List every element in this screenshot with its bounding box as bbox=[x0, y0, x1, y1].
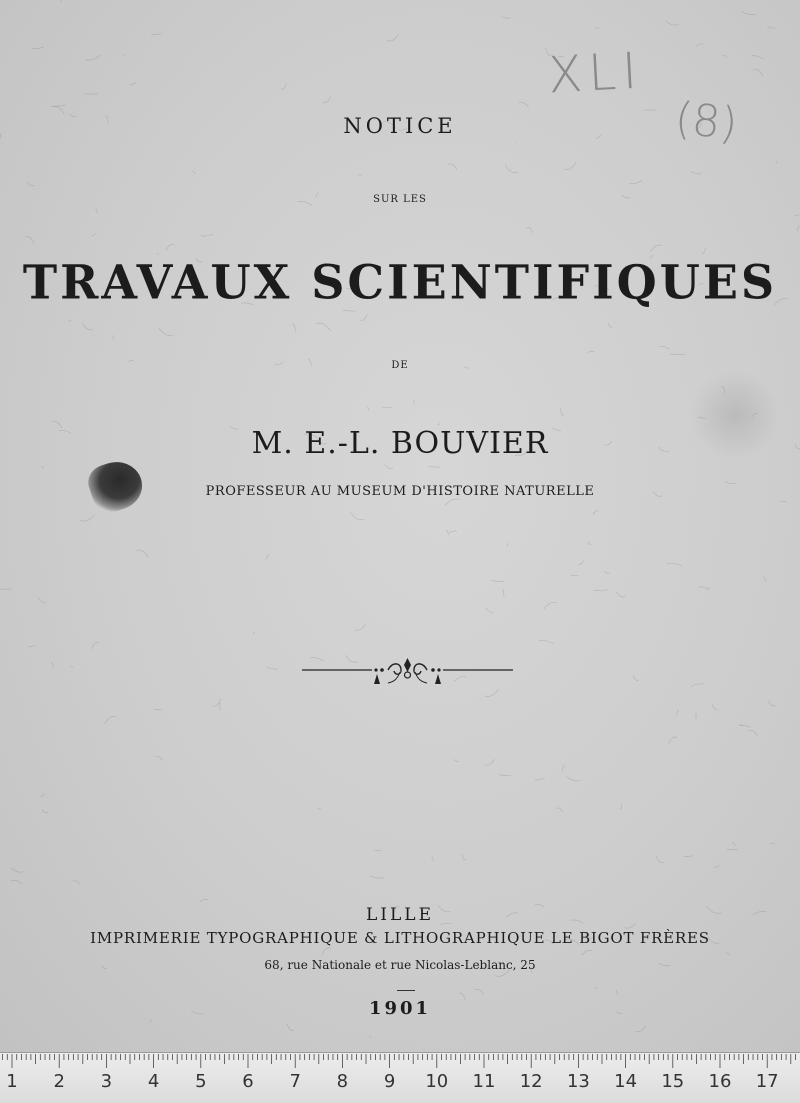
ruler-number: 7 bbox=[289, 1071, 301, 1092]
ruler-number: 4 bbox=[147, 1071, 160, 1092]
imprint-printer: IMPRIMERIE TYPOGRAPHIQUE & LITHOGRAPHIQUE LE BIGOT FRÈRES bbox=[90, 929, 710, 947]
ornament-divider bbox=[300, 650, 515, 692]
ruler-number: 9 bbox=[383, 1071, 396, 1092]
handwritten-number: (8) bbox=[672, 92, 740, 151]
imprint-address: 68, rue Nationale et rue Nicolas-Leblanc, 25 bbox=[264, 958, 536, 972]
ruler-number: 12 bbox=[519, 1071, 543, 1092]
author-name: M. E.-L. BOUVIER bbox=[251, 426, 549, 461]
handwritten-shelf-mark: XLI bbox=[546, 41, 645, 105]
ruler-number: 1 bbox=[6, 1071, 18, 1092]
ruler-number: 2 bbox=[53, 1071, 65, 1092]
imprint-city: LILLE bbox=[366, 905, 434, 925]
ruler-number: 17 bbox=[755, 1071, 779, 1092]
measuring-ruler bbox=[0, 1052, 800, 1103]
main-title: TRAVAUX SCIENTIFIQUES bbox=[22, 254, 778, 310]
de-text: DE bbox=[391, 360, 409, 371]
ruler-number: 5 bbox=[195, 1071, 207, 1092]
imprint-year: 1901 bbox=[368, 998, 432, 1019]
ruler-number: 16 bbox=[708, 1071, 732, 1092]
author-title: PROFESSEUR AU MUSEUM D'HISTOIRE NATURELLE bbox=[205, 484, 595, 499]
ruler-number: 10 bbox=[425, 1071, 449, 1092]
ruler-number: 8 bbox=[336, 1071, 349, 1092]
sur-les-text: SUR LES bbox=[373, 194, 427, 205]
ruler-number: 14 bbox=[614, 1071, 638, 1092]
ruler-number: 11 bbox=[472, 1071, 496, 1092]
year-rule bbox=[397, 990, 415, 991]
ruler-number: 6 bbox=[242, 1071, 254, 1092]
ruler-number: 3 bbox=[100, 1071, 113, 1092]
ruler-number: 15 bbox=[661, 1071, 685, 1092]
notice-heading: NOTICE bbox=[343, 114, 457, 138]
ruler-number: 13 bbox=[566, 1071, 590, 1092]
